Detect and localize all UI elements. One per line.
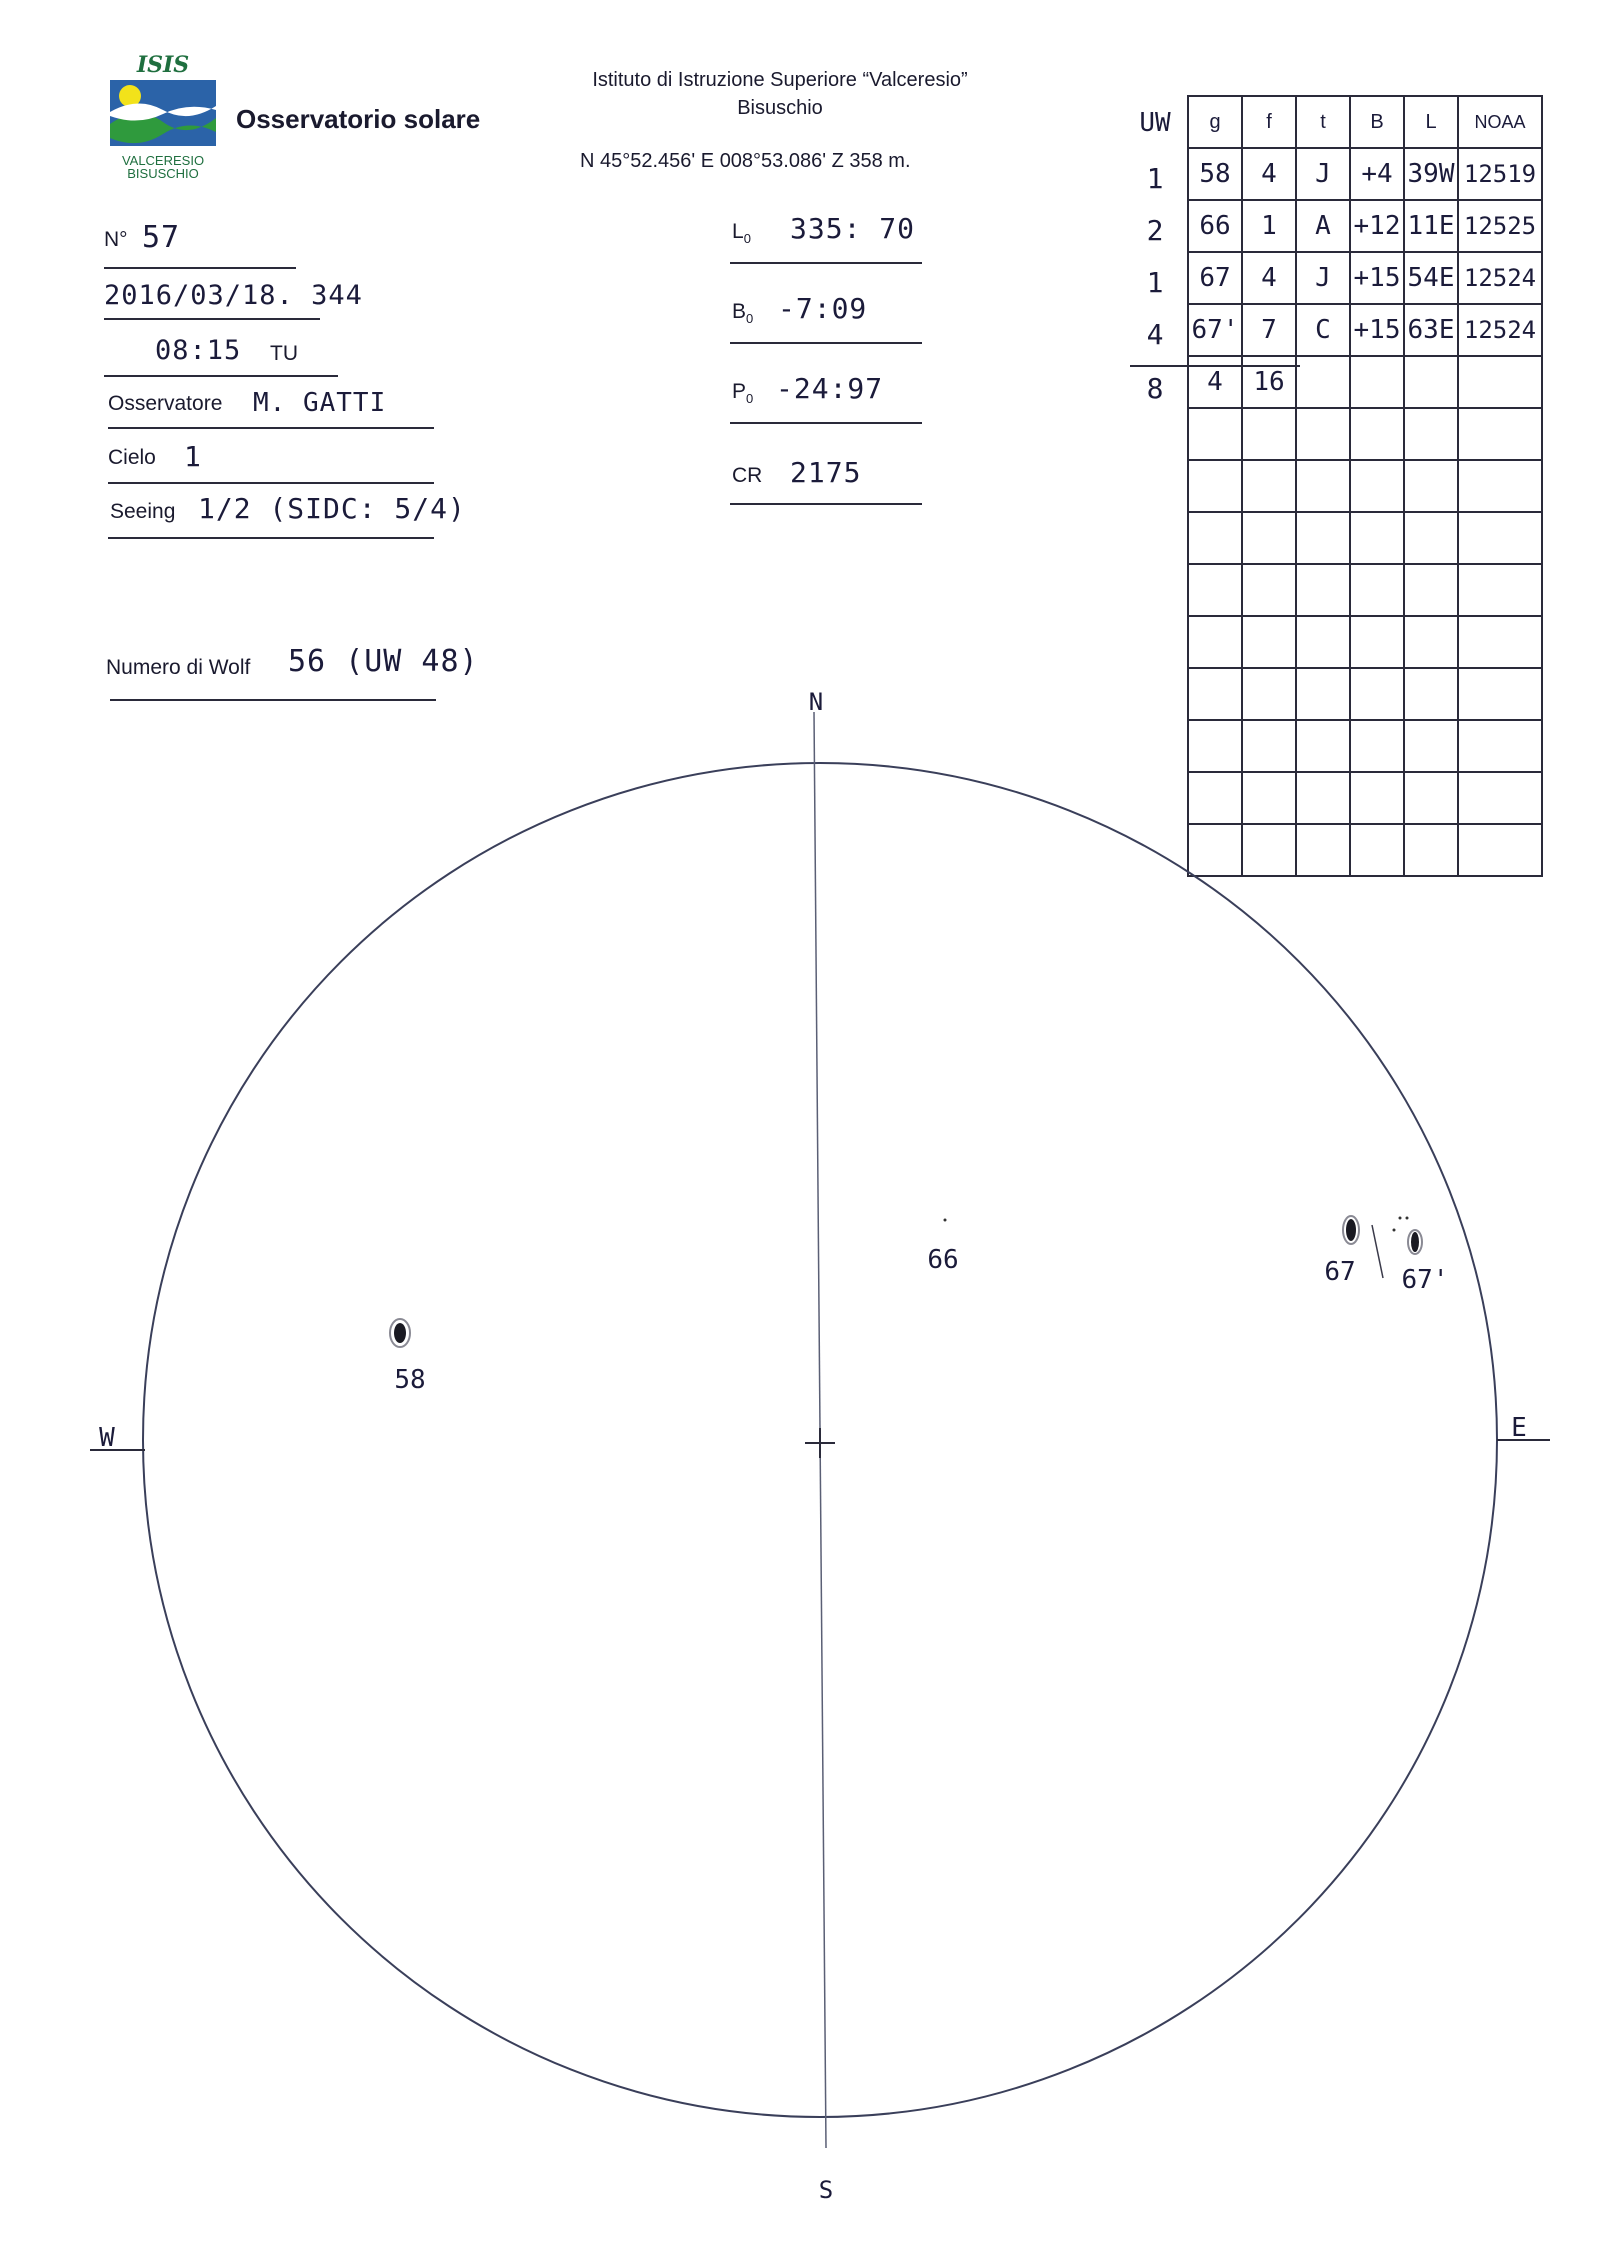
- table-cell: 4: [1242, 148, 1296, 200]
- group-divider-67: [1372, 1225, 1383, 1278]
- record-number-value: 57: [142, 220, 181, 255]
- p0-letter: P: [732, 380, 747, 403]
- l0-sub: 0: [743, 231, 751, 247]
- l0-value: 335: 70: [790, 212, 916, 245]
- table-cell: 11E: [1404, 200, 1458, 252]
- table-cell: 67': [1188, 304, 1242, 356]
- date-value: 2016/03/18. 344: [104, 280, 363, 311]
- uw-total: 8: [1146, 372, 1164, 405]
- east-label: E: [1511, 1413, 1527, 1443]
- table-cell: +4: [1350, 148, 1404, 200]
- west-label: W: [99, 1423, 115, 1453]
- record-number-label: N°: [104, 228, 128, 251]
- table-cell: 63E: [1404, 304, 1458, 356]
- group-label-66: 66: [927, 1245, 959, 1275]
- column-header: B: [1350, 96, 1404, 148]
- sunspot-67-prime: [1411, 1232, 1419, 1252]
- sunspot-67: [1346, 1219, 1356, 1241]
- p0-sub: 0: [746, 391, 754, 407]
- seeing-value: 1/2 (SIDC: 5/4): [198, 492, 466, 525]
- table-cell: 4: [1242, 252, 1296, 304]
- sky-value: 1: [184, 440, 202, 473]
- uw-value: 1: [1146, 266, 1164, 299]
- table-cell: 54E: [1404, 252, 1458, 304]
- observer-label: Osservatore: [108, 392, 223, 415]
- sky-label: Cielo: [108, 446, 156, 469]
- table-cell: +15: [1350, 304, 1404, 356]
- wolf-number-value: 56 (UW 48): [288, 644, 479, 679]
- table-cell: 39W: [1404, 148, 1458, 200]
- table-cell: J: [1296, 252, 1350, 304]
- table-cell: 12524: [1458, 252, 1542, 304]
- site-coordinates: N 45°52.456' E 008°53.086' Z 358 m.: [580, 150, 911, 172]
- table-cell: C: [1296, 304, 1350, 356]
- observatory-title: Osservatorio solare: [236, 104, 481, 134]
- north-label: N: [808, 688, 824, 716]
- seeing-label: Seeing: [110, 500, 176, 523]
- table-cell: 4: [1188, 356, 1242, 408]
- table-cell: 12525: [1458, 200, 1542, 252]
- cr-value: 2175: [790, 456, 862, 489]
- institute-town: Bisuschio: [737, 97, 823, 119]
- column-header: t: [1296, 96, 1350, 148]
- logo-acronym: ISIS: [136, 52, 190, 78]
- table-cell: 67: [1188, 252, 1242, 304]
- group-label-58: 58: [394, 1365, 426, 1395]
- column-header: f: [1242, 96, 1296, 148]
- b0-value: -7:09: [778, 292, 868, 325]
- sunspot-58: [394, 1323, 406, 1343]
- column-header: g: [1188, 96, 1242, 148]
- uw-header: UW: [1139, 108, 1171, 138]
- wolf-number-label: Numero di Wolf: [106, 656, 251, 679]
- group-label-67: 67: [1324, 1257, 1356, 1287]
- table-cell: J: [1296, 148, 1350, 200]
- small-spot: [1399, 1217, 1402, 1220]
- table-cell: 12519: [1458, 148, 1542, 200]
- logo-text-line2: BISUSCHIO: [127, 166, 199, 181]
- table-cell: A: [1296, 200, 1350, 252]
- b0-sub: 0: [746, 311, 754, 327]
- uw-value: 1: [1146, 162, 1164, 195]
- small-spot: [1406, 1217, 1409, 1220]
- uw-value: 2: [1146, 214, 1164, 247]
- table-cell: 66: [1188, 200, 1242, 252]
- logo-text-line1: VALCERESIO: [121, 153, 205, 168]
- table-cell: +12: [1350, 200, 1404, 252]
- table-cell: 12524: [1458, 304, 1542, 356]
- p0-value: -24:97: [776, 372, 884, 405]
- column-header: NOAA: [1458, 96, 1542, 148]
- south-label: S: [818, 2176, 834, 2204]
- column-header: L: [1404, 96, 1458, 148]
- observer-value: M. GATTI: [253, 388, 387, 418]
- small-spot: [1393, 1229, 1396, 1232]
- l0-letter: L: [732, 220, 744, 243]
- group-label-67-prime: 67': [1401, 1265, 1449, 1295]
- time-value: 08:15: [155, 335, 242, 366]
- uw-value: 4: [1146, 318, 1164, 351]
- cr-label: CR: [732, 464, 763, 487]
- table-cell: 1: [1242, 200, 1296, 252]
- table-cell: 58: [1188, 148, 1242, 200]
- time-unit: TU: [270, 342, 298, 365]
- sunspot-66: [944, 1219, 947, 1222]
- b0-letter: B: [732, 300, 747, 323]
- table-cell: 16: [1242, 356, 1296, 408]
- table-cell: +15: [1350, 252, 1404, 304]
- table-cell: 7: [1242, 304, 1296, 356]
- institute-name: Istituto di Istruzione Superiore “Valceresio”: [592, 69, 968, 91]
